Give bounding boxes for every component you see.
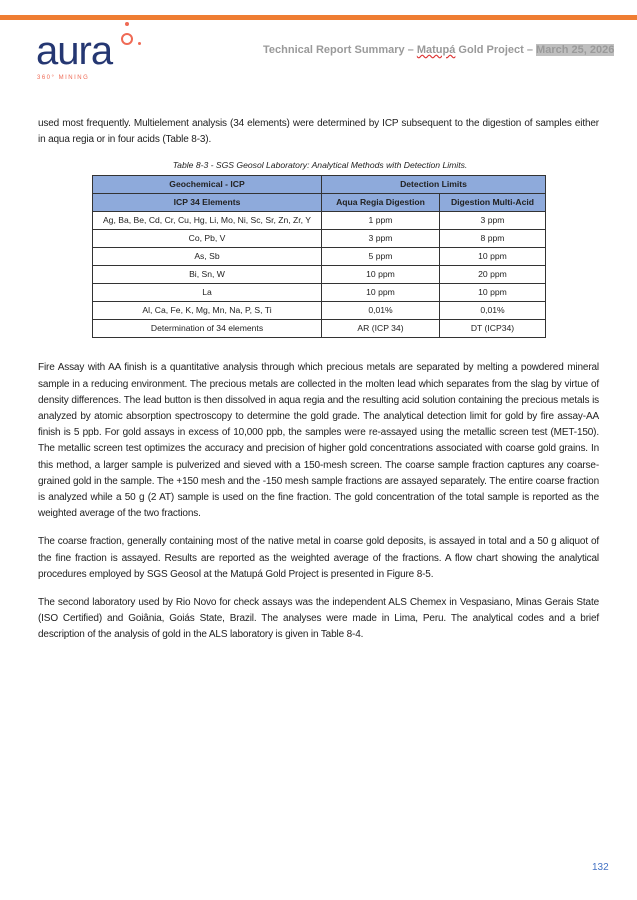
- table-cell: 8 ppm: [440, 230, 546, 248]
- table-row: [93, 302, 546, 320]
- header-accent-bar: [0, 15, 637, 20]
- header-date: March 25, 2026: [536, 44, 615, 56]
- logo-tagline: 360° MINING: [37, 75, 90, 81]
- table-cell: 10 ppm: [440, 284, 546, 302]
- running-header: [263, 44, 614, 56]
- table-cell: 0,01%: [322, 302, 440, 320]
- header-prefix: Technical Report Summary –: [263, 44, 417, 56]
- table-cell: 5 ppm: [322, 248, 440, 266]
- table-cell: 3 ppm: [322, 230, 440, 248]
- table-row: [93, 284, 546, 302]
- logo-dot: [125, 22, 129, 26]
- table-cell: 3 ppm: [440, 212, 546, 230]
- logo-ring: [121, 33, 133, 45]
- table-cell: As, Sb: [93, 248, 322, 266]
- table-row: [93, 320, 546, 338]
- header-mid: Gold Project –: [455, 44, 537, 56]
- table-row: [93, 266, 546, 284]
- page-number: 132: [592, 862, 609, 873]
- paragraph: used most frequently. Multielement analysis (34 elements) were determined by ICP subsequent to the digestion of samples either in aqua regia or in four acids (Table 8-3).: [38, 118, 599, 146]
- table-header-row: [93, 194, 546, 212]
- table-row: [93, 248, 546, 266]
- header-cell: Digestion Multi-Acid: [440, 194, 546, 212]
- table-cell: 1 ppm: [322, 212, 440, 230]
- header-cell: Detection Limits: [322, 176, 546, 194]
- table-header-row: [93, 176, 546, 194]
- table-cell: Determination of 34 elements: [93, 320, 322, 338]
- table-cell: Ag, Ba, Be, Cd, Cr, Cu, Hg, Li, Mo, Ni, Sc, Sr, Zn, Zr, Y: [93, 212, 322, 230]
- table-cell: 0,01%: [440, 302, 546, 320]
- table-cell: AR (ICP 34): [322, 320, 440, 338]
- header-project: Matupá: [416, 44, 456, 56]
- logo-word: aura: [36, 29, 113, 73]
- header-cell: Geochemical - ICP: [93, 176, 322, 194]
- header-cell: ICP 34 Elements: [93, 194, 322, 212]
- table-cell: La: [93, 284, 322, 302]
- logo-dot: [138, 42, 141, 45]
- table-cell: 10 ppm: [322, 284, 440, 302]
- table-cell: Bi, Sn, W: [93, 266, 322, 284]
- aura-logo: [36, 22, 156, 84]
- table-caption: Table 8-3 - SGS Geosol Laboratory: Analytical Methods with Detection Limits.: [172, 160, 468, 171]
- table-row: [93, 212, 546, 230]
- body-content: [38, 116, 599, 656]
- table-cell: Al, Ca, Fe, K, Mg, Mn, Na, P, S, Ti: [93, 302, 322, 320]
- table-cell: DT (ICP34): [440, 320, 546, 338]
- table-cell: 10 ppm: [440, 248, 546, 266]
- header-cell: Aqua Regia Digestion: [322, 194, 440, 212]
- detection-limits-table: [92, 175, 546, 338]
- paragraph: The coarse fraction, generally containing most of the native metal in coarse gold deposits, is assayed in total and a 50 g aliquot of the fine fraction is assayed. Results are reported as the weighted average of the fractions. A flow chart showing the analytical procedures employed by SGS Geosol at the Matupá Gold Project is presented in Figure 8-5.: [38, 536, 599, 580]
- table-cell: 10 ppm: [322, 266, 440, 284]
- paragraph: Fire Assay with AA finish is a quantitative analysis through which precious metals are separated by melting a powdered mineral sample in a reducing environment. The precious metals are collected in the molten lead which separates from the slag by virtue of density differences. The lead button is then dissolved in aqua regia and the resulting acid solution containing the precious metals is analyzed by atomic absorption spectroscopy to determine the gold grade. The analytical detection limit for gold by fire assay-AA finish is 5 ppb. For gold assays in excess of 10,000 ppb, the samples were re-assayed using the metallic screen test (MET-150). The metallic screen test optimizes the accuracy and precision of higher gold concentrations associated with coarse gold grains. In this method, a larger sample is pulverized and sieved with a 150-mesh screen. The coarse sample fraction captures any coarse-grained gold in the sample. The +150 mesh and the -150 mesh sample fractions are assayed separately. The entire coarse fraction is analyzed while a 50 g (2 AT) sample is used on the fine fraction. The gold concentration of the total sample is reported as the weighted average of the two fractions.: [38, 362, 599, 520]
- paragraph: The second laboratory used by Rio Novo for check assays was the independent ALS Chemex in Vespasiano, Minas Gerais State (ISO Certified) and Goiânia, Goiás State, Brazil. The analyses were made in Lima, Peru. The analytical codes and a brief description of the analysis of gold in the ALS laboratory is given in Table 8-4.: [38, 597, 599, 641]
- table-row: [93, 230, 546, 248]
- table-cell: Co, Pb, V: [93, 230, 322, 248]
- table-cell: 20 ppm: [440, 266, 546, 284]
